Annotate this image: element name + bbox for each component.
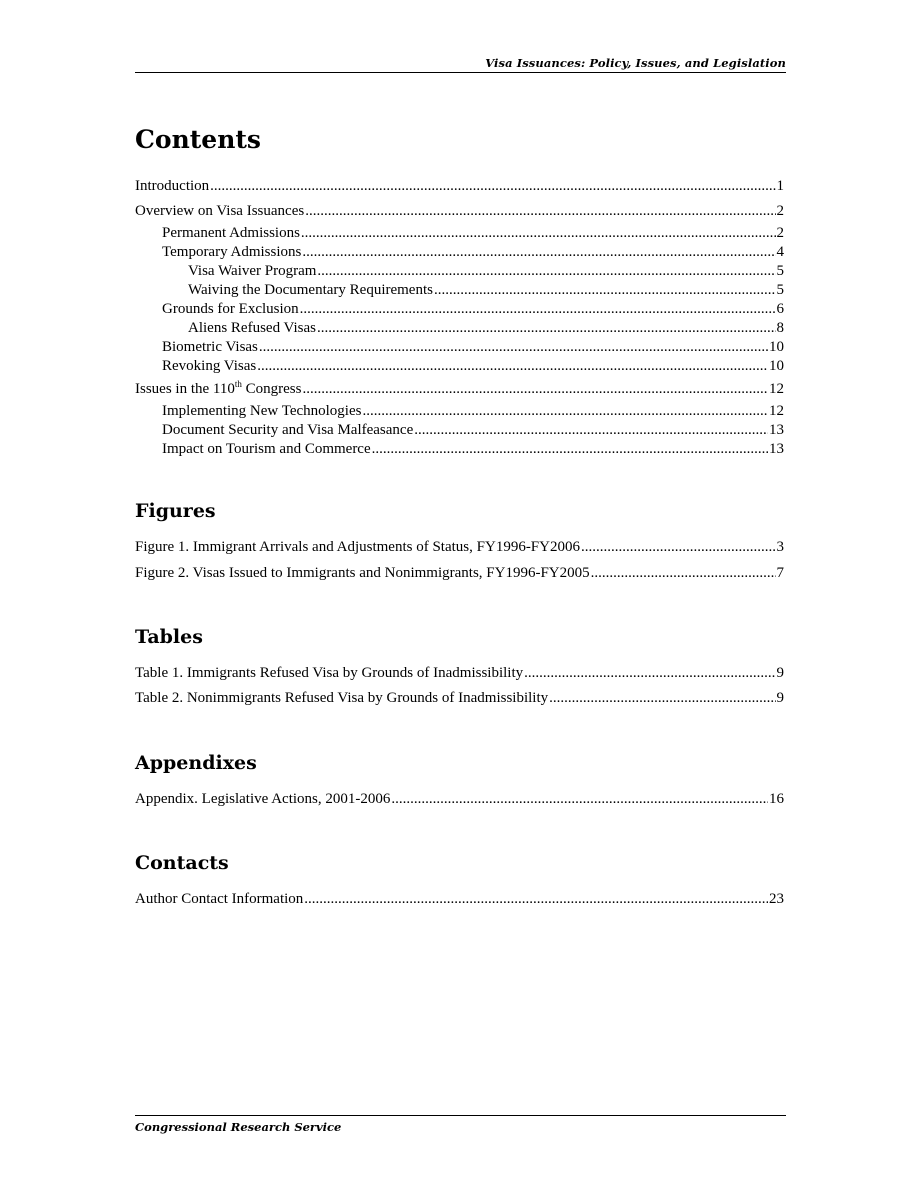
toc-page-number: 6 (776, 301, 784, 317)
toc-page-number: 2 (776, 203, 784, 219)
table-entry-title: Table 1. Immigrants Refused Visa by Grounds of Inadmissibility (135, 665, 524, 681)
toc-page-number: 5 (776, 282, 784, 298)
contacts-heading: Contacts (135, 852, 229, 874)
ordinal-superscript: th (234, 379, 242, 389)
toc-entry-title: Temporary Admissions (162, 244, 302, 260)
contents-heading: Contents (135, 125, 262, 154)
dot-leader (434, 281, 776, 300)
toc-entry-grounds-for-exclusion[interactable] (162, 300, 784, 319)
dot-leader (300, 300, 776, 319)
toc-entry-temporary-admissions[interactable] (162, 243, 784, 262)
toc-entry-title: Impact on Tourism and Commerce (162, 441, 371, 457)
toc-entry-waiving-documentary-requirements[interactable] (188, 281, 784, 300)
toc-entry-title: Implementing New Technologies (162, 403, 362, 419)
list-of-tables-entry-1[interactable] (135, 664, 784, 683)
dot-leader (372, 440, 768, 459)
toc-entry-title: Introduction (135, 178, 210, 194)
dot-leader (257, 357, 768, 376)
figures-heading: Figures (135, 500, 216, 522)
dot-leader (591, 564, 776, 583)
toc-page-number: 3 (776, 539, 784, 555)
toc-entry-title: Aliens Refused Visas (188, 320, 316, 336)
dot-leader (524, 664, 775, 683)
toc-entry-title: Revoking Visas (162, 358, 257, 374)
toc-page-number: 13 (769, 441, 784, 457)
toc-page-number: 7 (776, 565, 784, 581)
toc-page-number: 9 (776, 690, 784, 706)
toc-entry-introduction[interactable] (135, 177, 784, 196)
appendixes-heading: Appendixes (135, 752, 257, 774)
page-footer: Congressional Research Service (135, 1120, 342, 1134)
dot-leader (414, 421, 768, 440)
dot-leader (301, 224, 776, 243)
toc-page-number: 12 (769, 403, 784, 419)
toc-entry-biometric-visas[interactable] (162, 338, 784, 357)
toc-entry-issues-110th-congress[interactable] (135, 380, 784, 399)
appendix-entry[interactable] (135, 790, 784, 809)
toc-entry-aliens-refused-visas[interactable] (188, 319, 784, 338)
toc-page-number: 12 (769, 381, 784, 397)
contact-entry-title: Author Contact Information (135, 891, 304, 907)
toc-page-number: 1 (776, 178, 784, 194)
toc-entry-title: Permanent Admissions (162, 225, 300, 241)
toc-entry-implementing-new-technologies[interactable] (162, 402, 784, 421)
header-rule (135, 72, 786, 73)
tables-heading: Tables (135, 626, 203, 648)
toc-page-number: 10 (769, 358, 784, 374)
toc-entry-title (135, 380, 301, 399)
toc-page-number: 16 (769, 791, 784, 807)
toc-page-number: 10 (769, 339, 784, 355)
toc-entry-revoking-visas[interactable] (162, 357, 784, 376)
figure-entry-title: Figure 1. Immigrant Arrivals and Adjustments of Status, FY1996-FY2006 (135, 539, 580, 555)
footer-rule (135, 1115, 786, 1116)
figure-entry-title: Figure 2. Visas Issued to Immigrants and Nonimmigrants, FY1996-FY2005 (135, 565, 590, 581)
toc-entry-title: Biometric Visas (162, 339, 258, 355)
toc-entry-title: Document Security and Visa Malfeasance (162, 422, 414, 438)
toc-entry-visa-waiver-program[interactable] (188, 262, 784, 281)
toc-page-number: 5 (776, 263, 784, 279)
toc-entry-document-security[interactable] (162, 421, 784, 440)
table-entry-title: Table 2. Nonimmigrants Refused Visa by Grounds of Inadmissibility (135, 690, 549, 706)
dot-leader (549, 689, 775, 708)
toc-entry-title: Waiving the Documentary Requirements (188, 282, 433, 298)
contact-entry[interactable] (135, 890, 784, 909)
toc-entry-title-post: Congress (241, 381, 302, 397)
dot-leader (317, 319, 776, 338)
toc-entry-overview-on-visa-issuances[interactable] (135, 202, 784, 221)
toc-page-number: 13 (769, 422, 784, 438)
toc-page-number: 9 (776, 665, 784, 681)
toc-entry-title: Overview on Visa Issuances (135, 203, 305, 219)
toc-entry-title: Grounds for Exclusion (162, 301, 299, 317)
dot-leader (302, 380, 768, 399)
toc-page-number: 8 (776, 320, 784, 336)
dot-leader (210, 177, 775, 196)
dot-leader (304, 890, 768, 909)
toc-page-number: 4 (776, 244, 784, 260)
list-of-figures-entry-1[interactable] (135, 538, 784, 557)
dot-leader (581, 538, 776, 557)
dot-leader (362, 402, 768, 421)
toc-entry-title-pre: Issues in the 110 (135, 381, 235, 397)
dot-leader (259, 338, 768, 357)
dot-leader (317, 262, 775, 281)
running-header: Visa Issuances: Policy, Issues, and Legislation (485, 56, 786, 70)
toc-entry-impact-on-tourism[interactable] (162, 440, 784, 459)
dot-leader (305, 202, 775, 221)
toc-page-number: 23 (769, 891, 784, 907)
toc-entry-permanent-admissions[interactable] (162, 224, 784, 243)
list-of-tables-entry-2[interactable] (135, 689, 784, 708)
appendix-entry-title: Appendix. Legislative Actions, 2001-2006 (135, 791, 391, 807)
toc-page-number: 2 (776, 225, 784, 241)
dot-leader (391, 790, 768, 809)
dot-leader (302, 243, 775, 262)
list-of-figures-entry-2[interactable] (135, 564, 784, 583)
toc-entry-title: Visa Waiver Program (188, 263, 317, 279)
